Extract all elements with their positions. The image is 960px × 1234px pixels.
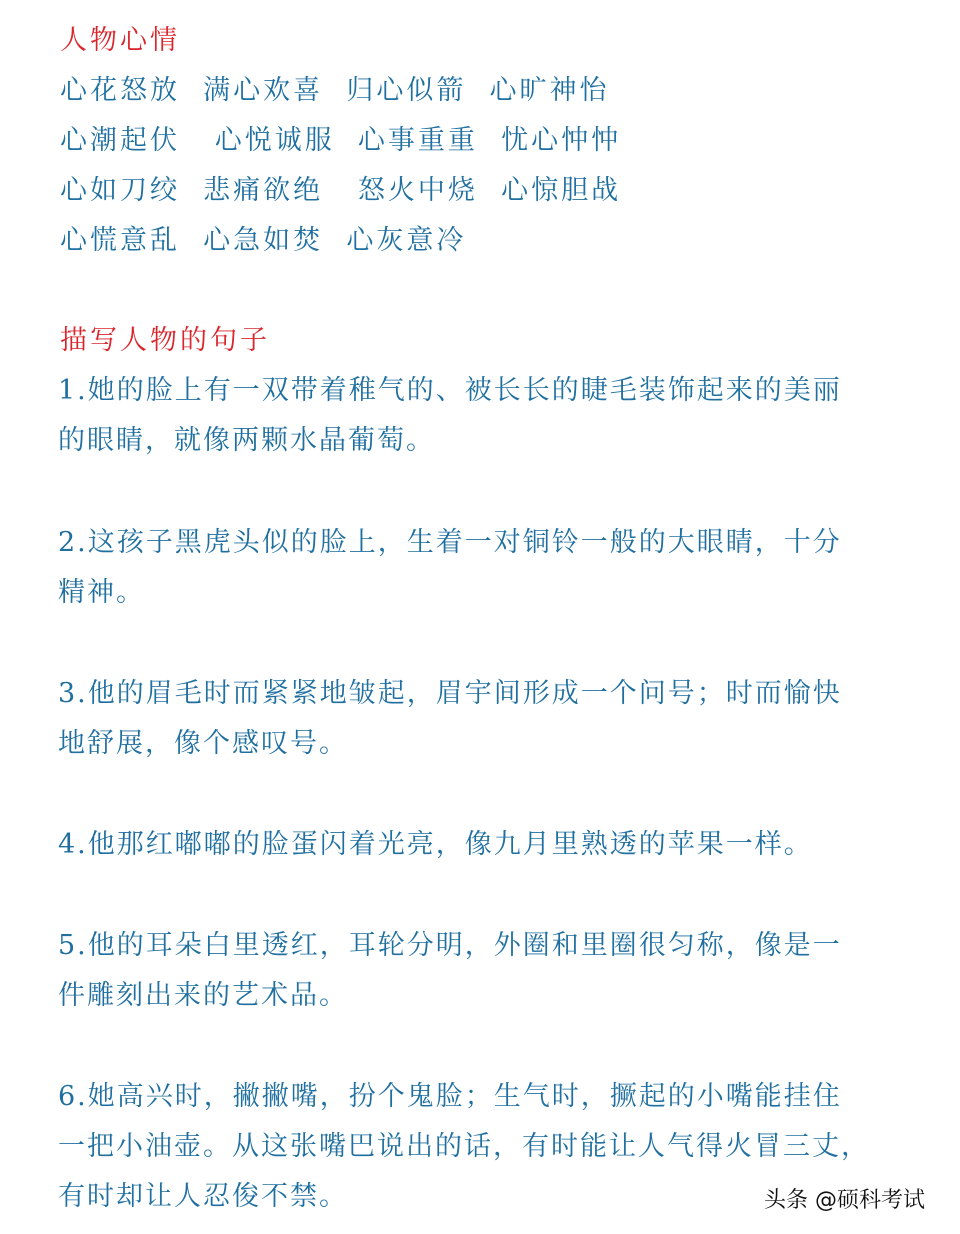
idiom-row: 心如刀绞 悲痛欲绝 怒火中烧 心惊胆战 <box>60 175 622 206</box>
idiom-row: 心潮起伏 心悦诚服 心事重重 忧心忡忡 <box>60 125 622 156</box>
sentence-line: 地舒展，像个感叹号。 <box>58 728 348 759</box>
sentence-line: 有时却让人忍俊不禁。 <box>58 1181 348 1212</box>
sentence-line: 一把小油壶。从这张嘴巴说出的话，有时能让人气得火冒三丈， <box>58 1131 870 1162</box>
sentence-line: 6.她高兴时，撇撇嘴，扮个鬼脸；生气时，撅起的小嘴能挂住 <box>58 1081 842 1112</box>
sentence-line: 的眼睛，就像两颗水晶葡萄。 <box>58 425 435 456</box>
sentence-line: 3.他的眉毛时而紧紧地皱起，眉宇间形成一个问号；时而愉快 <box>58 678 842 709</box>
idiom-row: 心慌意乱 心急如焚 心灰意冷 <box>60 225 467 256</box>
sentence-line: 2.这孩子黑虎头似的脸上，生着一对铜铃一般的大眼睛，十分 <box>58 527 842 558</box>
sentence-line: 4.他那红嘟嘟的脸蛋闪着光亮，像九月里熟透的苹果一样。 <box>58 829 813 860</box>
section-title-sentences: 描写人物的句子 <box>60 325 270 356</box>
sentence-line: 件雕刻出来的艺术品。 <box>58 980 348 1011</box>
sentence-line: 精神。 <box>58 577 145 608</box>
section-title-mood: 人物心情 <box>60 25 180 56</box>
sentence-line: 1.她的脸上有一双带着稚气的、被长长的睫毛装饰起来的美丽 <box>58 375 842 406</box>
idiom-row: 心花怒放 满心欢喜 归心似箭 心旷神怡 <box>60 75 610 106</box>
sentence-line: 5.他的耳朵白里透红，耳轮分明，外圈和里圈很匀称，像是一 <box>58 930 842 961</box>
watermark: 头条 @硕科考试 <box>764 1188 925 1213</box>
